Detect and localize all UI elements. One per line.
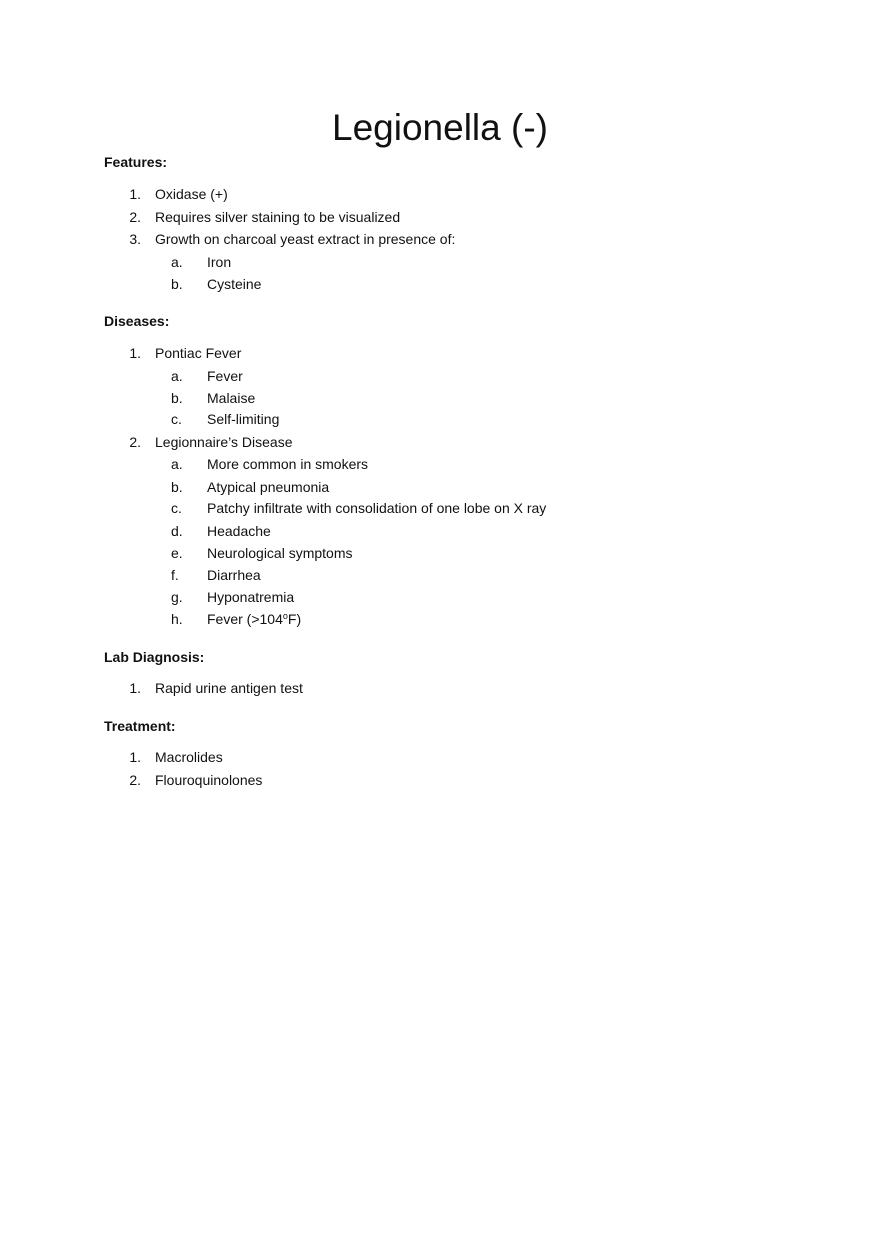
list-item-text: Oxidase (+) [155, 186, 228, 202]
sub-list-item [171, 588, 295, 606]
list-item-text: Growth on charcoal yeast extract in presence of: [155, 231, 456, 247]
list-item-text: Pontiac Fever [155, 345, 242, 361]
list-marker: d. [171, 523, 183, 539]
list-marker: a. [171, 254, 183, 270]
list-item-text: Macrolides [155, 749, 223, 765]
sub-list-item [171, 499, 547, 517]
treatment-heading: Treatment: [104, 718, 176, 734]
list-item-text: Flouroquinolones [155, 772, 263, 788]
list-item-text: Rapid urine antigen test [155, 680, 303, 696]
list-marker: 2. [129, 772, 141, 788]
list-marker: b. [171, 276, 183, 292]
list-marker: b. [171, 479, 183, 495]
fever-text-after: F) [287, 611, 302, 627]
list-marker: e. [171, 545, 183, 561]
list-item-text: Cysteine [207, 276, 262, 292]
sub-list-item [171, 389, 256, 407]
list-item [129, 185, 228, 203]
list-marker: a. [171, 368, 183, 384]
list-item-text: Fever [207, 368, 243, 384]
sub-list-item [171, 410, 280, 428]
list-item-text: Self-limiting [207, 411, 280, 427]
list-item [129, 679, 303, 697]
list-marker: 2. [129, 434, 141, 450]
list-marker: 2. [129, 209, 141, 225]
sub-list-item [171, 566, 261, 584]
list-marker: h. [171, 611, 183, 627]
list-marker: c. [171, 500, 182, 516]
sub-list-item [171, 522, 271, 540]
list-item [129, 748, 223, 766]
list-item [129, 230, 456, 248]
sub-list-item [171, 610, 302, 628]
list-marker: c. [171, 411, 182, 427]
sub-list-item [171, 478, 330, 496]
list-item-text: Diarrhea [207, 567, 261, 583]
list-marker: 3. [129, 231, 141, 247]
page-title: Legionella (-) [332, 107, 548, 148]
list-item [129, 344, 242, 362]
list-item [129, 771, 263, 789]
sub-list-item [171, 275, 262, 293]
list-item-text: Patchy infiltrate with consolidation of one lobe on X ray [207, 500, 547, 516]
lab-diagnosis-heading: Lab Diagnosis: [104, 649, 205, 665]
list-marker: 1. [129, 345, 141, 361]
list-marker: f. [171, 567, 179, 583]
list-item-text [207, 611, 301, 627]
list-marker: g. [171, 589, 183, 605]
list-item-text: Hyponatremia [207, 589, 295, 605]
list-item-text: Iron [207, 254, 232, 270]
degree-superscript: o [282, 611, 288, 621]
fever-text-before: Fever (>104 [207, 611, 283, 627]
list-item [129, 433, 293, 451]
sub-list-item [171, 455, 369, 473]
list-item [129, 208, 401, 226]
list-item-text: Malaise [207, 390, 256, 406]
list-marker: b. [171, 390, 183, 406]
list-item-text: Requires silver staining to be visualized [155, 209, 401, 225]
sub-list-item [171, 253, 232, 271]
list-marker: 1. [129, 749, 141, 765]
list-item-text: Atypical pneumonia [207, 479, 330, 495]
list-item-text: Legionnaire’s Disease [155, 434, 293, 450]
diseases-heading: Diseases: [104, 313, 170, 329]
list-marker: 1. [129, 186, 141, 202]
sub-list-item [171, 544, 353, 562]
list-marker: a. [171, 456, 183, 472]
list-item-text: Neurological symptoms [207, 545, 353, 561]
list-item-text: More common in smokers [207, 456, 369, 472]
features-heading: Features: [104, 154, 168, 170]
sub-list-item [171, 367, 243, 385]
list-item-text: Headache [207, 523, 271, 539]
list-marker: 1. [129, 680, 141, 696]
